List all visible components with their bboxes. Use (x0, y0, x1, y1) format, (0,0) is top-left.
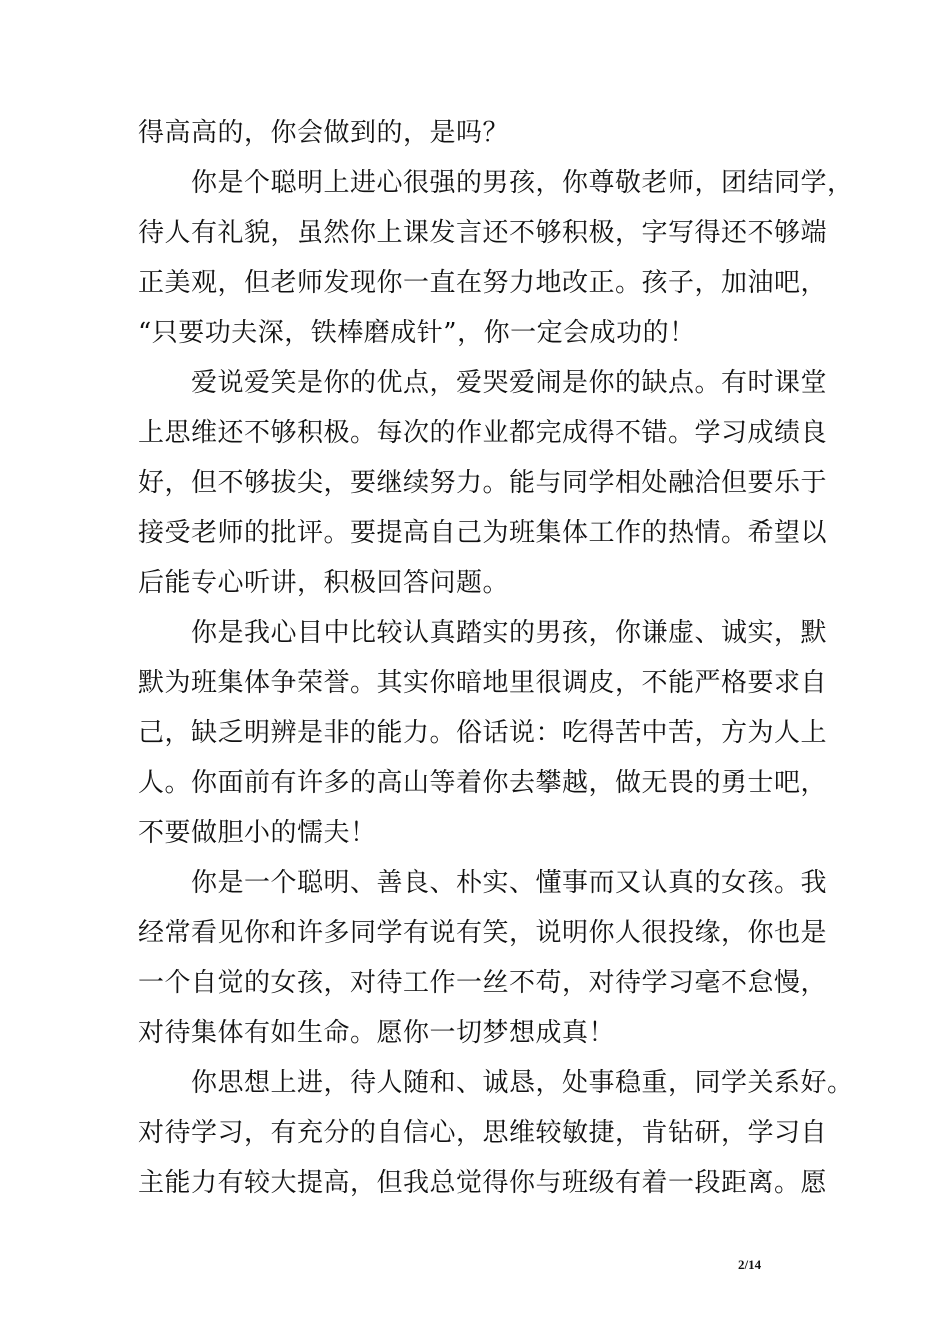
page-number: 2/14 (738, 1257, 762, 1272)
text-line: 得高高的，你会做到的，是吗？ (138, 118, 510, 148)
text-line: 对待学习，有充分的自信心，思维较敏捷，肯钻研，学习自 (138, 1118, 828, 1148)
text-line: 你是我心目中比较认真踏实的男孩，你谦虚、诚实，默 (138, 618, 828, 648)
text-line: 一个自觉的女孩，对待工作一丝不苟，对待学习毫不怠慢， (138, 968, 828, 998)
text-line: 己，缺乏明辨是非的能力。俗话说：吃得苦中苦，方为人上 (138, 718, 828, 748)
text-line: 默为班集体争荣誉。其实你暗地里很调皮，不能严格要求自 (138, 668, 828, 698)
text-line: 后能专心听讲，积极回答问题。 (138, 568, 510, 598)
text-line: 你是一个聪明、善良、朴实、懂事而又认真的女孩。我 (138, 868, 828, 898)
text-line: 对待集体有如生命。愿你一切梦想成真！ (138, 1018, 616, 1048)
text-line: 好，但不够拔尖，要继续努力。能与同学相处融洽但要乐于 (138, 468, 828, 498)
text-line: 正美观，但老师发现你一直在努力地改正。孩子，加油吧， (138, 268, 828, 298)
text-line: 经常看见你和许多同学有说有笑，说明你人很投缘，你也是 (138, 918, 828, 948)
text-line: 你思想上进，待人随和、诚恳，处事稳重，同学关系好。 (138, 1068, 854, 1098)
text-line: 上思维还不够积极。每次的作业都完成得不错。学习成绩良 (138, 418, 828, 448)
text-line: 待人有礼貌，虽然你上课发言还不够积极，字写得还不够端 (138, 218, 828, 248)
text-line: 爱说爱笑是你的优点，爱哭爱闹是你的缺点。有时课堂 (138, 368, 828, 398)
text-line: 接受老师的批评。要提高自己为班集体工作的热情。希望以 (138, 518, 828, 548)
text-line: 不要做胆小的懦夫！ (138, 818, 377, 848)
text-line: 你是个聪明上进心很强的男孩，你尊敬老师，团结同学， (138, 168, 854, 198)
text-line: “只要功夫深，铁棒磨成针”，你一定会成功的！ (138, 318, 696, 348)
text-line: 主能力有较大提高，但我总觉得你与班级有着一段距离。愿 (138, 1168, 828, 1198)
text-line: 人。你面前有许多的高山等着你去攀越，做无畏的勇士吧， (138, 768, 828, 798)
